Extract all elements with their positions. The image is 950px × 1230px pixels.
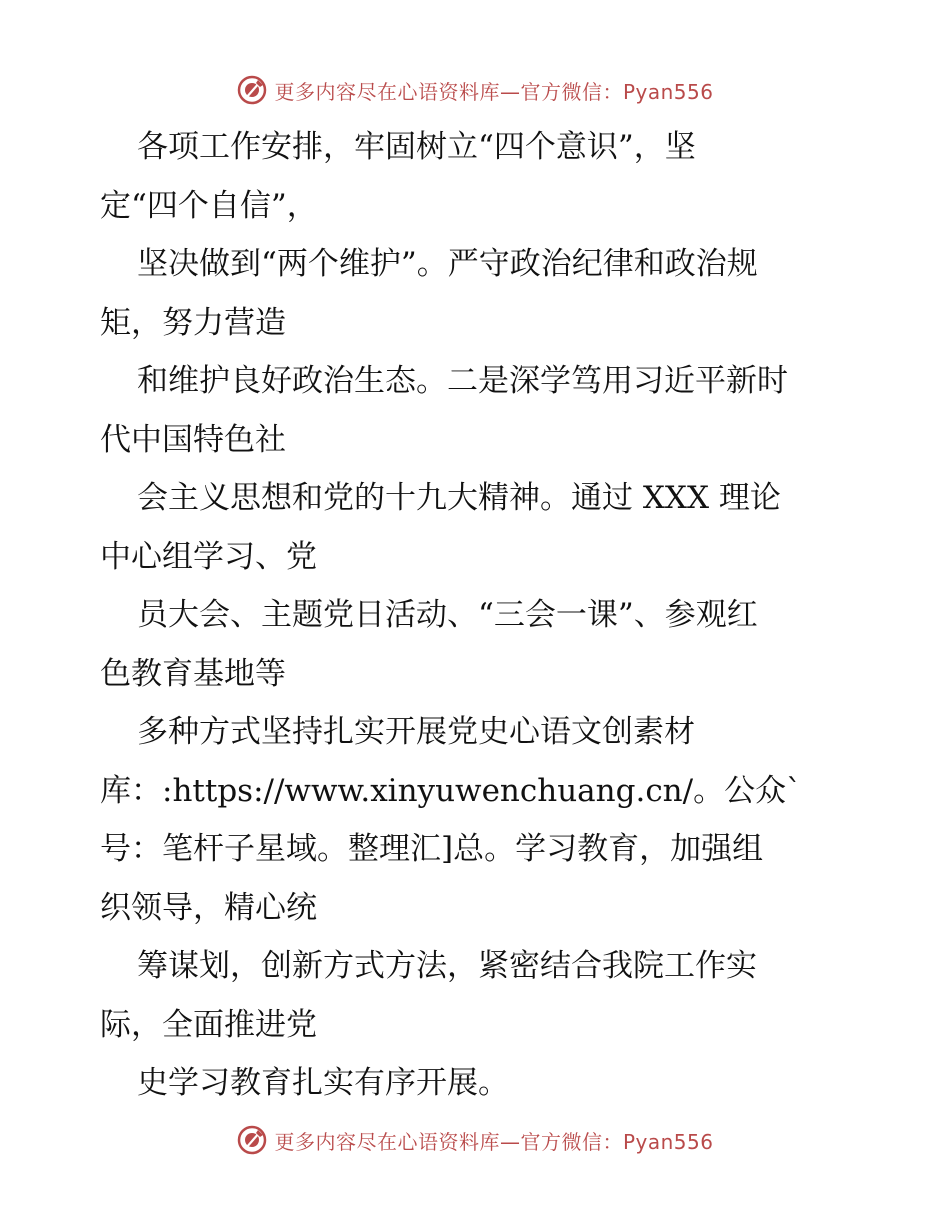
footer-banner [0, 1120, 950, 1160]
pen-logo-icon [236, 1124, 268, 1156]
text-line: 坚决做到“两个维护”。严守政治纪律和政治规 [137, 246, 758, 282]
pen-logo-icon [236, 74, 268, 106]
text-line: 矩，努力营造 [100, 304, 286, 341]
text-line: 筹谋划，创新方式方法，紧密结合我院工作实 [137, 948, 757, 984]
text-line: 史学习教育扎实有序开展。 [137, 1065, 509, 1101]
text-line: 定“四个自信”， [100, 187, 318, 224]
text-line: 员大会、主题党日活动、“三会一课”、参观红 [137, 597, 758, 633]
text-line: 库：:https://www.xinyuwenchuang.cn/。公众` [100, 772, 802, 809]
text-line: 际，全面推进党 [100, 1006, 317, 1043]
footer-banner-text: 更多内容尽在心语资料库—官方微信：Pyan556 [274, 1129, 714, 1154]
header-banner [0, 70, 950, 110]
text-line: 代中国特色社 [100, 421, 286, 458]
text-line: 中心组学习、党 [100, 538, 317, 575]
header-banner-text: 更多内容尽在心语资料库—官方微信：Pyan556 [274, 79, 714, 104]
text-line: 多种方式坚持扎实开展党史心语文创素材 [137, 714, 695, 750]
text-line: 织领导，精心统 [100, 889, 317, 926]
text-line: 色教育基地等 [100, 655, 286, 692]
text-line: 和维护良好政治生态。二是深学笃用习近平新时 [137, 363, 788, 399]
text-line: 号：笔杆子星域。整理汇]总。学习教育，加强组 [100, 831, 764, 867]
text-line: 各项工作安排，牢固树立“四个意识”，坚 [137, 129, 696, 165]
text-line: 会主义思想和党的十九大精神。通过 XXX 理论 [137, 480, 781, 516]
body-text [100, 118, 860, 1113]
